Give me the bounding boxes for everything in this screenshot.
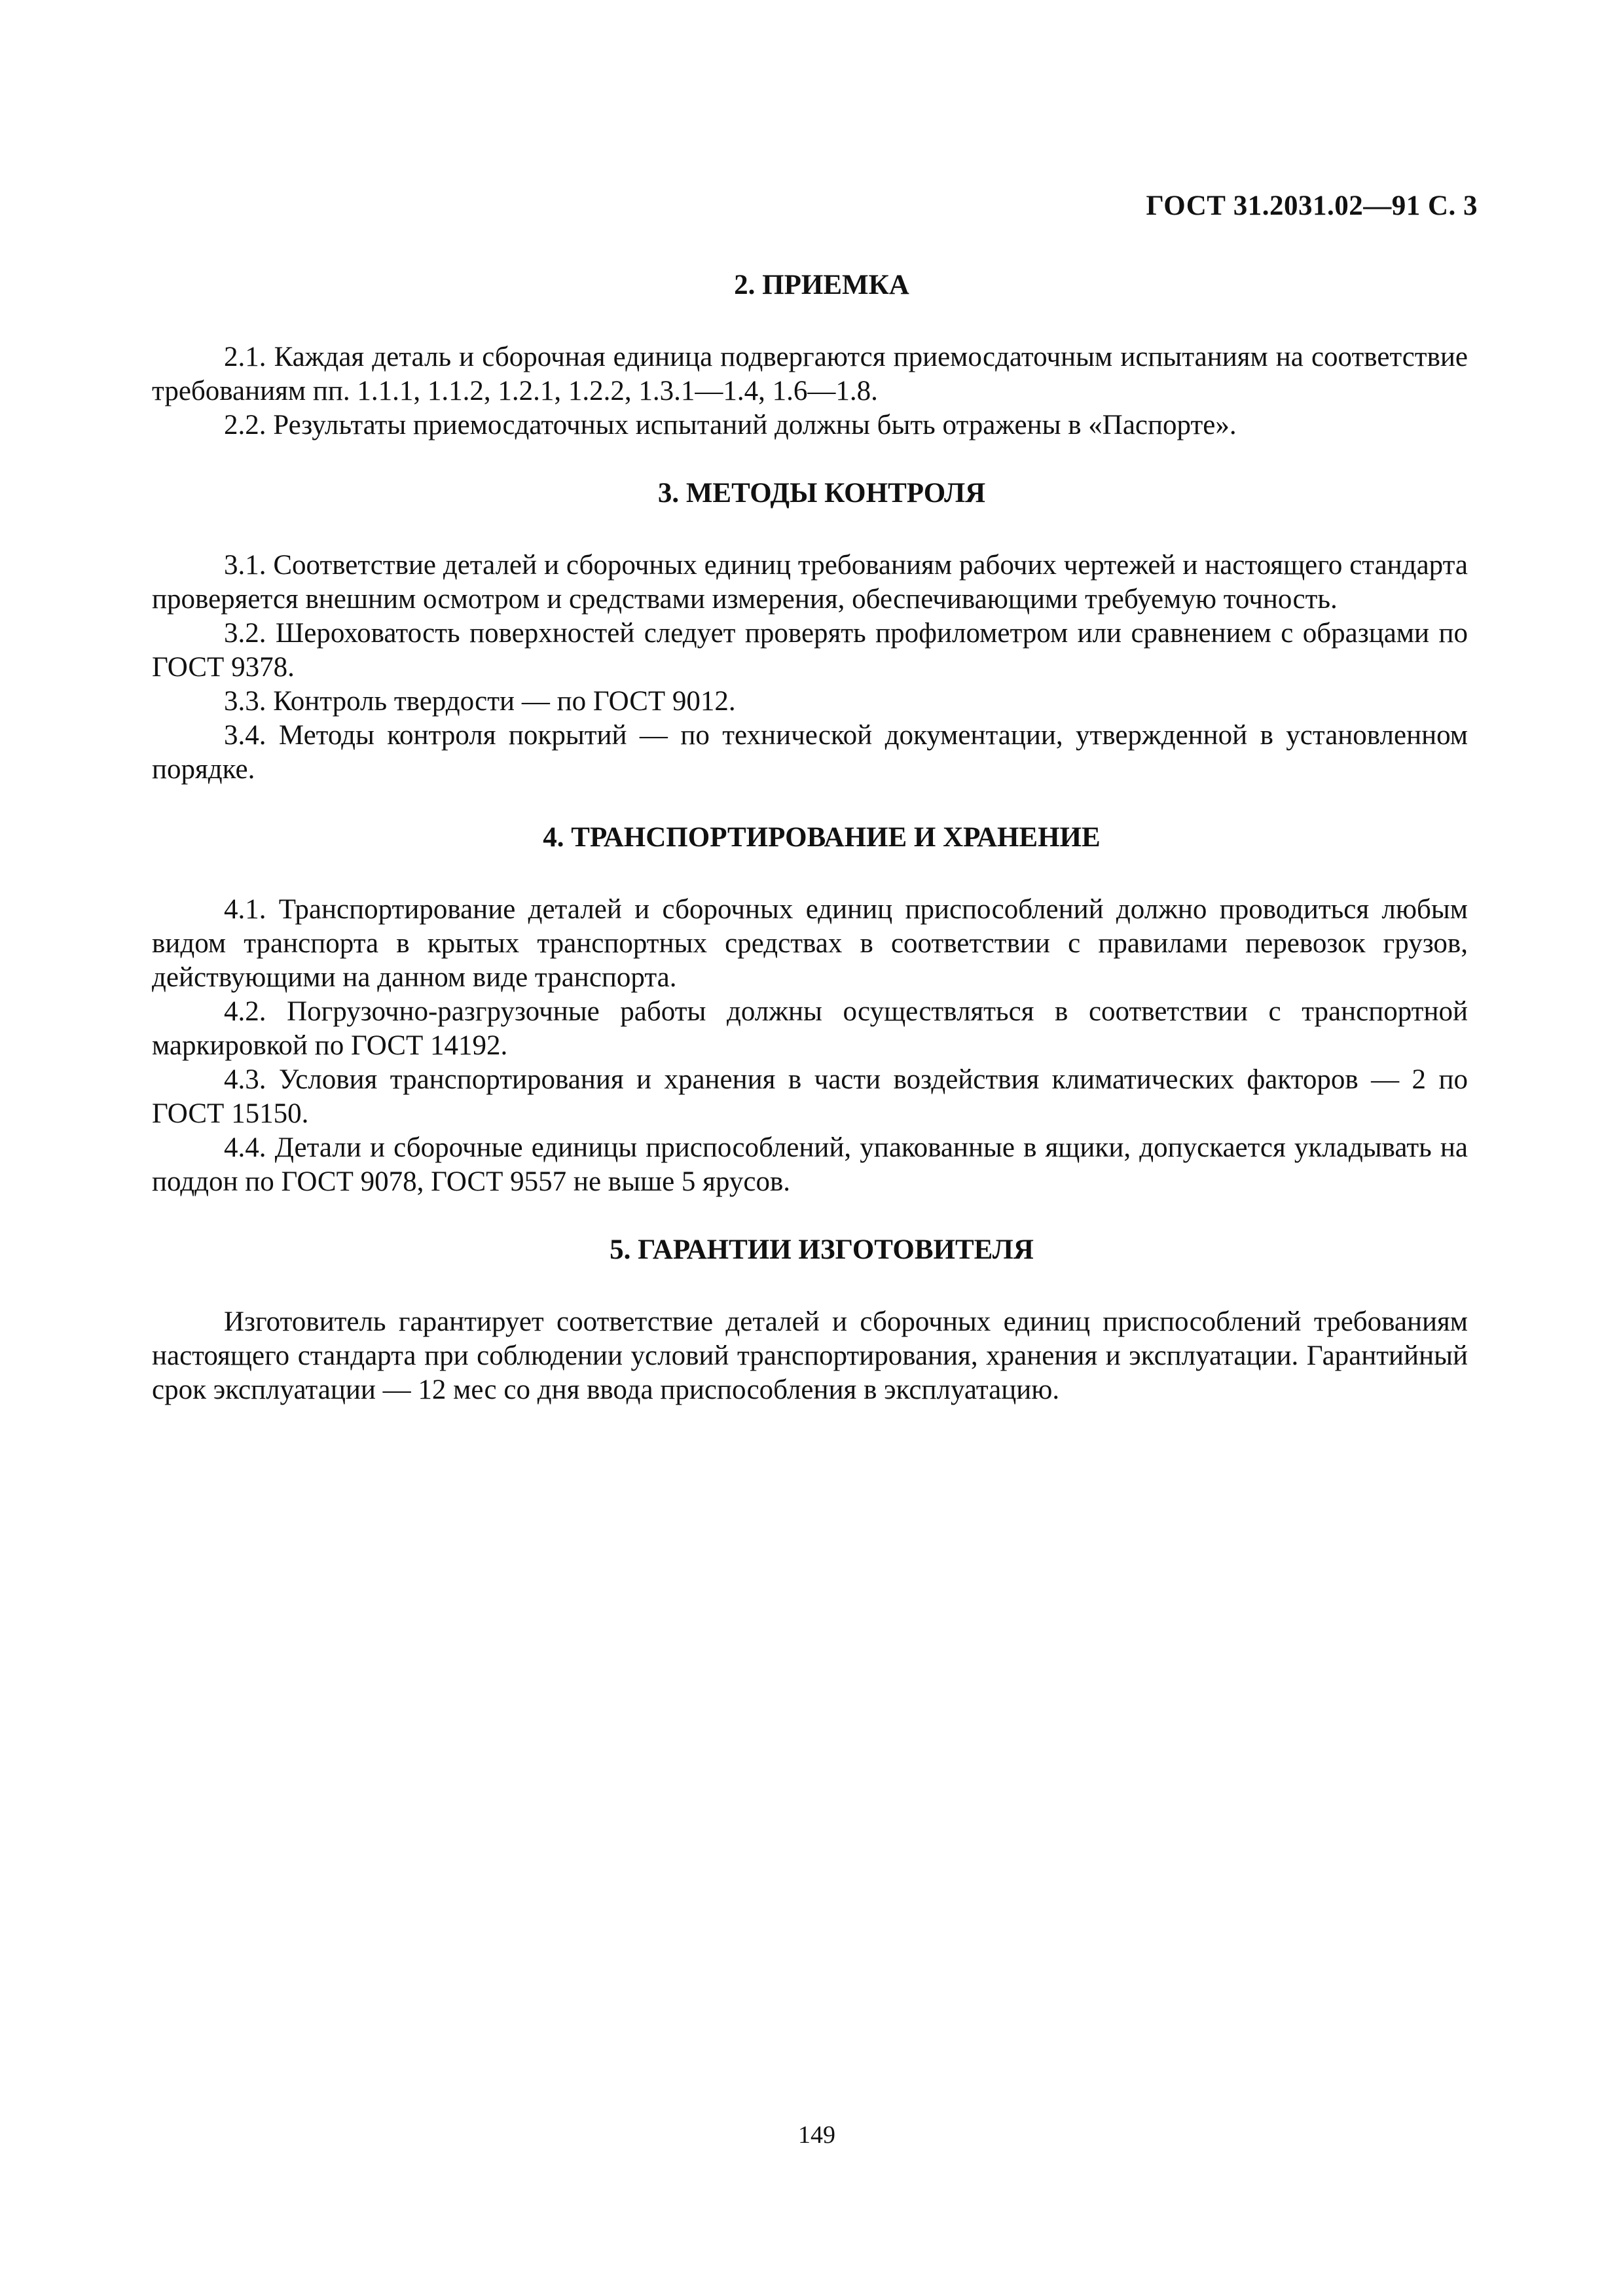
paragraph: Изготовитель гарантирует соответствие деталей и сборочных единиц приспособлений требованиям настоящего стандарта при соблюдении условий транспортирования, хранения и эксплуатации. Гарантийный срок эксплуатации — 12 мес со дня ввода приспособления в эксплуатацию. — [152, 1306, 1468, 1405]
page-number: 149 — [798, 2121, 835, 2149]
paragraph: 3.4. Методы контроля покрытий — по технической документации, утвержденной в установленном порядке. — [152, 720, 1468, 785]
document-body — [152, 268, 1468, 1441]
paragraph: 3.1. Соответствие деталей и сборочных единиц требованиям рабочих чертежей и настоящего стандарта проверяется внешним осмотром и средствами измерения, обеспечивающими требуемую точность. — [152, 550, 1468, 615]
section-title: 2. ПРИЕМКА — [734, 270, 909, 300]
section-title: 3. МЕТОДЫ КОНТРОЛЯ — [657, 478, 986, 509]
section-control-methods — [152, 476, 1468, 787]
section-title: 5. ГАРАНТИИ ИЗГОТОВИТЕЛЯ — [610, 1234, 1034, 1265]
section-acceptance — [152, 268, 1468, 442]
paragraph: 4.1. Транспортирование деталей и сборочных единиц приспособлений должно проводиться любым видом транспорта в крытых транспортных средствах в соответствии с правилами перевозок грузов, действующими на данном виде транспорта. — [152, 894, 1468, 993]
paragraph: 3.3. Контроль твердости — по ГОСТ 9012. — [224, 686, 736, 717]
running-header: ГОСТ 31.2031.02—91 С. 3 — [1146, 190, 1478, 221]
section-title: 4. ТРАНСПОРТИРОВАНИЕ И ХРАНЕНИЕ — [543, 822, 1101, 853]
paragraph: 4.2. Погрузочно-разгрузочные работы должны осуществляться в соответствии с транспортной маркировкой по ГОСТ 14192. — [152, 996, 1468, 1061]
paragraph: 3.2. Шероховатость поверхностей следует проверять профилометром или сравнением с образцами по ГОСТ 9378. — [152, 618, 1468, 683]
section-manufacturer-warranty — [152, 1233, 1468, 1407]
paragraph: 4.3. Условия транспортирования и хранения в части воздействия климатических факторов — 2 по ГОСТ 15150. — [152, 1064, 1468, 1129]
paragraph: 2.2. Результаты приемосдаточных испытаний должны быть отражены в «Паспорте». — [224, 410, 1237, 440]
paragraph: 2.1. Каждая деталь и сборочная единица подвергаются приемосдаточным испытаниям на соответствие требованиям пп. 1.1.1, 1.1.2, 1.2.1, 1.2.2, 1.3.1—1.4, 1.6—1.8. — [152, 342, 1468, 406]
section-transport-storage — [152, 821, 1468, 1199]
paragraph: 4.4. Детали и сборочные единицы приспособлений, упакованные в ящики, допускается укладывать на поддон по ГОСТ 9078, ГОСТ 9557 не выше 5 ярусов. — [152, 1132, 1468, 1197]
